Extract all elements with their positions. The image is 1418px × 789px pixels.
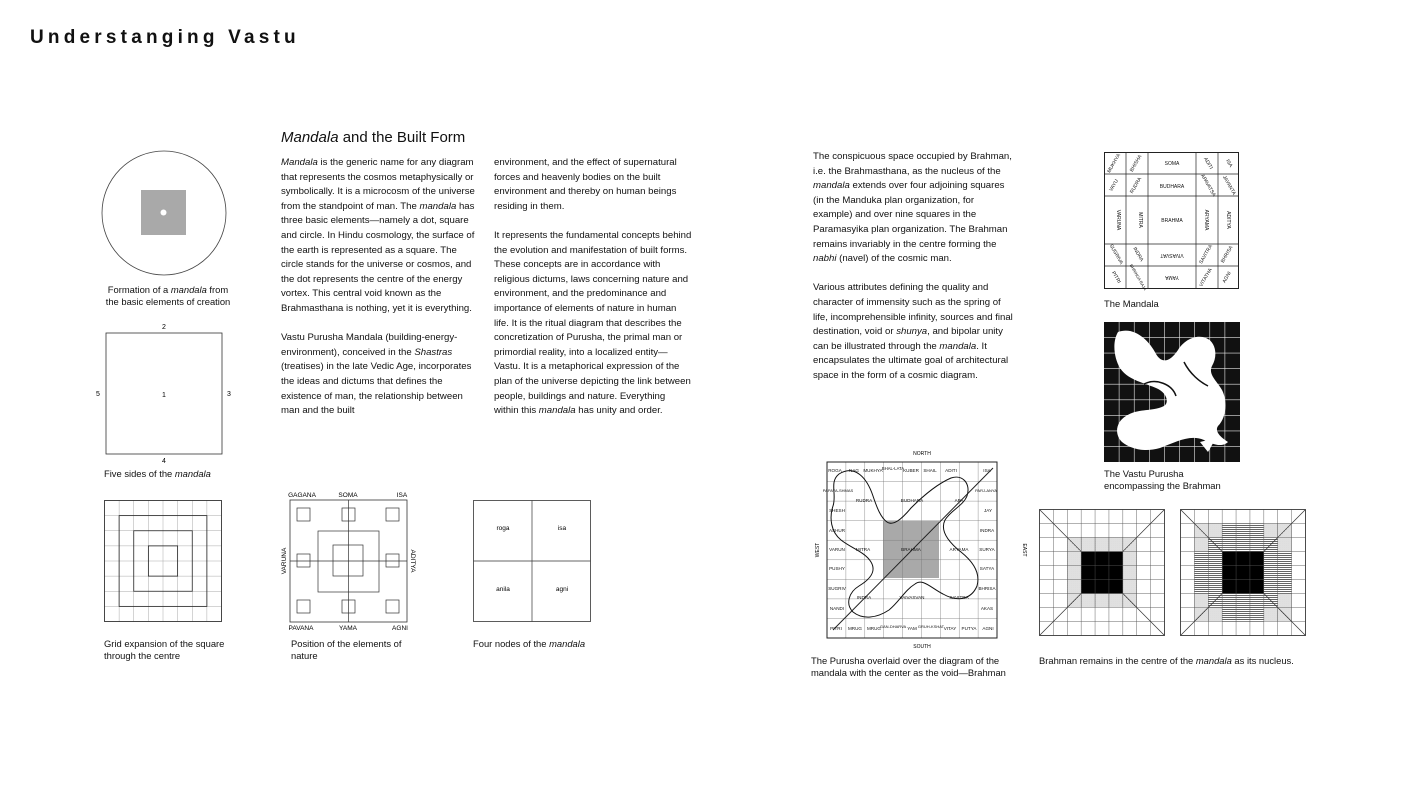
brahman-nucleus <box>1222 552 1264 594</box>
isa-square <box>386 508 399 521</box>
po-nag: NAG <box>849 468 859 473</box>
caption-vastu-purusha: The Vastu Purusha encompassing the Brahman <box>1104 468 1221 491</box>
page-title: Understanging Vastu <box>30 27 300 48</box>
purusha-overlaid-figure <box>811 448 1031 652</box>
hatched-cell <box>1250 538 1264 552</box>
hatched-cell <box>1208 566 1222 580</box>
po-nandi: NANDI <box>829 606 845 611</box>
po-budhara: BUDHARA <box>900 498 924 503</box>
po-mrug-2: MRUG <box>866 626 882 631</box>
hatched-cell <box>1264 552 1278 566</box>
po-aryama: ARYAMA <box>949 547 969 552</box>
dotted-cell <box>1109 538 1123 552</box>
po-apa: APA <box>954 498 964 503</box>
po-pushy: PUSHY <box>829 566 845 571</box>
label-agni: AGNI <box>392 625 408 632</box>
po-akas: AKAS <box>980 606 994 611</box>
dotted-cell <box>1278 594 1292 608</box>
dotted-cell <box>1095 538 1109 552</box>
brahman-diagonal <box>1123 510 1165 552</box>
brahman-diagonal <box>1040 594 1082 636</box>
elements-inner-square <box>333 545 363 576</box>
mandala-aditya: ADITYA <box>1225 211 1231 229</box>
side-label-2: 2 <box>162 324 166 331</box>
mandala-agni: AGNI <box>1221 270 1233 285</box>
dotted-cell <box>1095 594 1109 608</box>
brahman-diagonal <box>1040 510 1082 552</box>
hatched-cell <box>1222 608 1236 622</box>
node-isa: isa <box>557 525 567 532</box>
po-vitay: VITAY <box>943 626 957 631</box>
hatched-cell <box>1222 524 1236 538</box>
hatched-cell <box>1264 580 1278 594</box>
column-2-paragraph-2: It represents the fundamental concepts behind the evolution and manifestation of built forms. These concepts are in accordance with religious dictums, laws concerning nature and environment, and the predominance and importance of elements of nature in human life. It is the ritual diagram that describes the concretization of Purusha, the primal man or primordial reality, into a localized entity—Vastu. It is a metaphorical expression of the plan of the universe depicting the link between people, buildings and nature. Everything within this mandala has unity and order. <box>494 229 692 417</box>
side-label-4: 4 <box>162 458 166 465</box>
dotted-cell <box>1278 538 1292 552</box>
hatched-cell <box>1278 566 1292 580</box>
grid-expansion-figure <box>104 500 222 622</box>
po-bhrisa: BHRISA <box>978 586 996 591</box>
po-agni: AGNI <box>982 626 994 631</box>
column-2-paragraph-1: environment, and the effect of supernatural forces and heavenly bodies on the built environment and thereby on human beings residing in them. <box>494 157 677 212</box>
text-column-1 <box>281 156 477 419</box>
po-sugriv: SUGRIV <box>828 586 846 591</box>
dotted-cell <box>1208 524 1222 538</box>
varuna-square <box>297 554 310 567</box>
dotted-cell <box>1067 552 1081 566</box>
mandala-mitra: MITRA <box>1137 212 1143 228</box>
caption-formation: Formation of a mandala from the basic elements of creation <box>105 284 231 307</box>
mandala-indra: INDRA <box>1131 246 1145 263</box>
hatched-cell <box>1208 580 1222 594</box>
pavana-square <box>297 600 310 613</box>
po-brahma: BRAHMA <box>901 547 921 552</box>
hatched-cell <box>1250 524 1264 538</box>
caption-five-sides: Five sides of the mandala <box>104 468 211 479</box>
hatched-cell <box>1236 608 1250 622</box>
caption-four-nodes: Four nodes of the mandala <box>473 638 586 649</box>
mandala-yama: YAMA <box>1165 274 1179 280</box>
po-papayakshma: PAPAYA-SHMAS <box>822 488 854 493</box>
label-isa: ISA <box>396 492 408 499</box>
mandala-brahma: BRAHMA <box>1161 218 1183 224</box>
caption-grid-expansion: Grid expansion of the square through the centre <box>104 638 225 661</box>
po-mitra: MITRA <box>855 547 871 552</box>
label-soma: SOMA <box>338 492 358 499</box>
po-yam: YAM <box>907 626 917 631</box>
po-gandharva: GAN-DHARVA <box>879 624 907 629</box>
mandala-isa: ISA <box>1224 158 1234 169</box>
po-shail: SHAIL <box>923 468 937 473</box>
po-rudra: RUDRA <box>855 498 873 503</box>
mandala-soma: SOMA <box>1164 161 1180 167</box>
caption-elements-of-nature: Position of the elements of nature <box>291 638 402 661</box>
hatched-cell <box>1250 594 1264 608</box>
po-satya: SATYA <box>979 566 995 571</box>
five-sides-figure <box>92 320 238 466</box>
column-3-paragraph-1: The conspicuous space occupied by Brahman, i.e. the Brahmasthana, as the nucleus of the mandala extends over four adjoining squares (in the Manduka plan organization, for example) and over nine squares in the Paramasyika plan organization. The Brahman remains invariably in the centre forming the nabhi (navel) of the cosmic man. <box>813 151 1012 265</box>
po-indra-2: INDRA <box>856 595 872 600</box>
po-putya: PUTYA <box>961 626 977 631</box>
dotted-cell <box>1208 608 1222 622</box>
dotted-cell <box>1123 580 1137 594</box>
mandala-sugriva: SUGRIVA <box>1107 243 1124 266</box>
mandala-pitri: PITRI <box>1110 270 1122 285</box>
formation-mandala-figure <box>100 149 228 277</box>
po-gruhkshat: GRUH-KSHAT <box>917 624 945 629</box>
brahman-nucleus <box>1081 552 1123 594</box>
node-roga: roga <box>496 525 510 532</box>
hatched-cell <box>1278 580 1292 594</box>
text-column-3 <box>813 150 1013 384</box>
po-bhal-lata: BHAL-LATA <box>881 466 905 471</box>
side-label-5: 5 <box>96 391 100 398</box>
brahman-centre-figure-1 <box>1039 509 1165 636</box>
section-title-emphasis: Mandala <box>281 129 339 146</box>
column-1-paragraph-1: Mandala is the generic name for any diagram that represents the cosmos metaphysically or symbolically. It is a microcosm of the universe from the standpoint of man. The mandala has three basic elements—namely a dot, square and circle. In Hindu cosmology, the surface of the earth is represented as a square. The circle stands for the universe or cosmos, and the dot represents the centre of the energy vortex. This central void known as the Brahmasthana is nothing, yet it is everything. <box>281 157 475 314</box>
mandala-bhrisa: BHRISA <box>1219 244 1235 265</box>
side-label-3: 3 <box>227 391 231 398</box>
hatched-cell <box>1236 594 1250 608</box>
dotted-cell <box>1194 594 1208 608</box>
agni-square <box>386 600 399 613</box>
dotted-cell <box>1081 594 1095 608</box>
dotted-cell <box>1109 594 1123 608</box>
column-1-paragraph-2: Vastu Purusha Mandala (building-energy-environment), conceived in the Shastras (treatises) in the late Vedic Age, incorporates the ideas and dictums that defines the existence of man, the relationship between man and the built <box>281 332 472 417</box>
po-aditi: ADITI <box>945 468 957 473</box>
po-jay: JAY <box>983 508 993 513</box>
center-dot <box>161 210 167 216</box>
node-agni: agni <box>555 586 569 593</box>
text-column-2 <box>494 156 692 419</box>
hatched-cell <box>1222 594 1236 608</box>
mandala-vitatha: VITATHA <box>1198 267 1214 288</box>
hatched-cell <box>1194 580 1208 594</box>
section-title-rest: and the Built Form <box>338 129 466 146</box>
label-varuna: VARUNA <box>281 547 288 575</box>
hatched-cell <box>1222 538 1236 552</box>
hatched-cell <box>1278 552 1292 566</box>
po-parjanya: PARJ-ANYA <box>975 488 997 493</box>
po-shesh: SHESH <box>829 508 845 513</box>
direction-south: SOUTH <box>913 644 931 650</box>
dotted-cell <box>1194 538 1208 552</box>
mandala-vayu: VAYU <box>1108 178 1120 193</box>
po-surya: SURYA <box>979 547 995 552</box>
elements-of-nature-figure <box>278 488 418 634</box>
hatched-cell <box>1194 566 1208 580</box>
aditya-square <box>386 554 399 567</box>
po-pitri: PITRI <box>830 626 842 631</box>
hatched-cell <box>1264 566 1278 580</box>
hatched-cell <box>1208 552 1222 566</box>
po-isa: ISA <box>983 468 991 473</box>
brahman-centre-figure-2 <box>1180 509 1306 636</box>
the-mandala-figure <box>1104 152 1240 290</box>
mandala-varuna: VARUNA <box>1115 209 1121 231</box>
hatched-cell <box>1194 552 1208 566</box>
hatched-cell <box>1236 524 1250 538</box>
gagana-square <box>297 508 310 521</box>
mandala-bhisha: BHISHA <box>1128 153 1144 174</box>
direction-north: NORTH <box>913 451 931 457</box>
hatched-cell <box>1250 608 1264 622</box>
caption-the-mandala: The Mandala <box>1104 298 1159 309</box>
po-roga: ROGA <box>828 468 842 473</box>
dotted-cell <box>1123 552 1137 566</box>
po-kuber: KUBER <box>903 468 919 473</box>
dotted-cell <box>1067 566 1081 580</box>
direction-west: WEST <box>815 542 821 558</box>
mandala-apavatsa: APAVATSA <box>1199 173 1217 198</box>
po-ashur: ASHUR <box>828 528 846 533</box>
brahman-diagonal <box>1123 594 1165 636</box>
po-mrug: MRUG <box>847 626 863 631</box>
vastu-purusha-figure <box>1104 322 1240 462</box>
four-nodes-figure <box>473 500 592 622</box>
section-title <box>281 129 465 146</box>
dotted-cell <box>1123 566 1137 580</box>
node-anila: anila <box>496 586 510 593</box>
label-pavana: PAVANA <box>288 625 314 632</box>
caption-purusha-overlaid: The Purusha overlaid over the diagram of the mandala with the center as the void—Brahman <box>811 655 1006 678</box>
mandala-rudra: RUDRA <box>1129 176 1144 195</box>
dotted-cell <box>1081 538 1095 552</box>
mandala-vivasvat: VIVASVAT <box>1160 252 1184 258</box>
mandala-aryama: ARYAMA <box>1203 209 1209 231</box>
po-savitra: SAVITRA <box>949 595 969 600</box>
dotted-cell <box>1264 524 1278 538</box>
dotted-cell <box>1067 580 1081 594</box>
po-indra: INDRA <box>979 528 995 533</box>
dotted-cell <box>1264 608 1278 622</box>
label-aditya: ADITYA <box>409 549 416 573</box>
po-mukhya: MUKHYA <box>863 468 883 473</box>
hatched-cell <box>1236 538 1250 552</box>
column-3-paragraph-2: Various attributes defining the quality and character of immensity such as the spring of life, incomprehensible infinity, sources and final destination, void or shunya, and bipolar unity can be illustrated through the mandala. It encapsulates the ultimate goal of architectural space in the form of a cosmic diagram. <box>813 282 1013 381</box>
po-vaivasvan: VAIVASVAN <box>899 595 925 600</box>
po-varun: VARUN <box>829 547 845 552</box>
caption-brahman-centre: Brahman remains in the centre of the mandala as its nucleus. <box>1039 655 1294 666</box>
label-yama: YAMA <box>339 625 357 632</box>
mandala-budhara: BUDHARA <box>1159 184 1185 190</box>
mandala-bhringa: BHRINGA RAJA <box>1128 263 1148 292</box>
side-label-1: 1 <box>162 392 166 399</box>
mandala-mukhya: MUKHYA <box>1106 152 1122 175</box>
label-gagana: GAGANA <box>288 492 316 499</box>
direction-east: EAST <box>1021 543 1027 557</box>
mandala-jayanta: JAYANTA <box>1220 174 1237 197</box>
mandala-savitra: SAVITRA <box>1198 243 1214 266</box>
mandala-aditi: ADITI <box>1202 156 1214 171</box>
